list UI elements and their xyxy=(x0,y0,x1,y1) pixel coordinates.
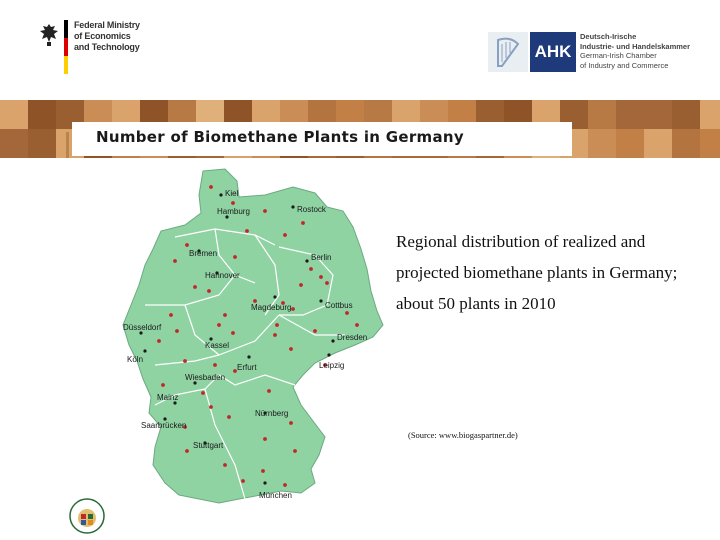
city-label: Cottbus xyxy=(325,301,353,310)
ministry-line: of Economics xyxy=(74,31,131,41)
plant-dot xyxy=(289,347,293,351)
plant-dot xyxy=(169,313,173,317)
plant-dot xyxy=(223,313,227,317)
flag-stripe-gold xyxy=(64,56,68,74)
title-accent xyxy=(66,132,69,158)
ministry-line: Federal Ministry xyxy=(74,20,140,30)
plant-dot xyxy=(293,449,297,453)
city-dot xyxy=(143,349,146,352)
city-dot xyxy=(331,339,334,342)
banner-tile xyxy=(672,100,700,129)
banner-tile xyxy=(0,100,28,129)
plant-dot xyxy=(263,209,267,213)
plant-dot xyxy=(201,391,205,395)
banner-tile xyxy=(700,100,720,129)
banner-tile xyxy=(588,100,616,129)
city-label: Hamburg xyxy=(217,207,250,216)
harp-icon xyxy=(488,32,528,72)
banner-tile xyxy=(616,100,644,129)
plant-dot xyxy=(345,311,349,315)
plant-dot xyxy=(299,283,303,287)
ahk-badge: AHK xyxy=(530,32,576,72)
renewables-globe-icon xyxy=(66,496,108,536)
city-label: Kassel xyxy=(205,341,230,350)
city-label: Berlin xyxy=(311,253,332,262)
germany-map xyxy=(115,165,385,510)
plant-dot xyxy=(325,281,329,285)
city-label: Düsseldorf xyxy=(123,323,162,332)
city-label: Nürnberg xyxy=(255,409,289,418)
city-label: Wiesbaden xyxy=(185,373,226,382)
city-label: Kiel xyxy=(225,189,239,198)
plant-dot xyxy=(267,389,271,393)
city-label: Erfurt xyxy=(237,363,257,372)
city-label: Mainz xyxy=(157,393,179,402)
plant-dot xyxy=(193,285,197,289)
plant-dot xyxy=(273,333,277,337)
plant-dot xyxy=(185,243,189,247)
plant-dot xyxy=(283,233,287,237)
plant-dot xyxy=(213,363,217,367)
plant-dot xyxy=(245,229,249,233)
plant-dot xyxy=(261,469,265,473)
ahk-name xyxy=(580,32,690,70)
plant-dot xyxy=(209,185,213,189)
ahk-line: of Industry and Commerce xyxy=(580,60,669,70)
ministry-name xyxy=(74,20,140,53)
source-note: (Source: www.biogaspartner.de) xyxy=(408,430,518,440)
plant-dot xyxy=(161,383,165,387)
city-dot xyxy=(263,481,266,484)
city-label: Saarbrücken xyxy=(141,421,187,430)
city-label: Stuttgart xyxy=(193,441,224,450)
city-label: Rostock xyxy=(297,205,326,214)
city-dot xyxy=(273,295,276,298)
plant-dot xyxy=(275,323,279,327)
plant-dot xyxy=(209,405,213,409)
plant-dot xyxy=(207,289,211,293)
city-dot xyxy=(219,193,222,196)
city-label: München xyxy=(259,491,292,500)
ahk-logo xyxy=(488,32,698,72)
plant-dot xyxy=(241,479,245,483)
plant-dot xyxy=(175,329,179,333)
city-dot xyxy=(291,205,294,208)
ahk-line: German-Irish Chamber xyxy=(580,51,657,60)
city-label: Köln xyxy=(127,355,144,364)
banner-tile xyxy=(616,129,644,158)
plant-dot xyxy=(227,415,231,419)
map-description: Regional distribution of realized and projected biomethane plants in Germany; about 50 plants in 2010 xyxy=(396,232,678,313)
banner-tile xyxy=(644,129,672,158)
plant-dot xyxy=(157,339,161,343)
ahk-line: Deutsch-Irische xyxy=(580,32,637,41)
city-dot xyxy=(327,353,330,356)
plant-dot xyxy=(309,267,313,271)
ministry-logo xyxy=(38,18,148,78)
slide-title: Number of Biomethane Plants in Germany xyxy=(96,128,464,146)
plant-dot xyxy=(217,323,221,327)
banner-tile xyxy=(644,100,672,129)
eagle-icon xyxy=(38,22,60,48)
plant-dot xyxy=(231,331,235,335)
banner-tile xyxy=(0,129,28,158)
plant-dot xyxy=(183,359,187,363)
flag-stripe-black xyxy=(64,20,68,38)
plant-dot xyxy=(263,437,267,441)
plant-dot xyxy=(289,421,293,425)
plant-dot xyxy=(233,255,237,259)
city-label: Bremen xyxy=(189,249,218,258)
banner-tile xyxy=(28,100,56,129)
banner-tile xyxy=(672,129,700,158)
city-label: Leipzig xyxy=(319,361,345,370)
german-flag xyxy=(64,20,68,74)
ministry-line: and Technology xyxy=(74,42,140,52)
plant-dot xyxy=(231,201,235,205)
city-label: Dresden xyxy=(337,333,368,342)
plant-dot xyxy=(223,463,227,467)
ahk-line: Industrie- und Handelskammer xyxy=(580,41,691,51)
banner-tile xyxy=(588,129,616,158)
city-dot xyxy=(247,355,250,358)
banner-tile xyxy=(28,129,56,158)
city-dot xyxy=(305,259,308,262)
plant-dot xyxy=(185,449,189,453)
flag-stripe-red xyxy=(64,38,68,56)
plant-dot xyxy=(291,307,295,311)
plant-dot xyxy=(355,323,359,327)
plant-dot xyxy=(313,329,317,333)
plant-dot xyxy=(283,483,287,487)
plant-dot xyxy=(319,275,323,279)
banner-tile xyxy=(700,129,720,158)
plant-dot xyxy=(301,221,305,225)
city-label: Magdeburg xyxy=(251,303,292,312)
city-label: Hannover xyxy=(205,271,240,280)
plant-dot xyxy=(173,259,177,263)
city-dot xyxy=(319,299,322,302)
